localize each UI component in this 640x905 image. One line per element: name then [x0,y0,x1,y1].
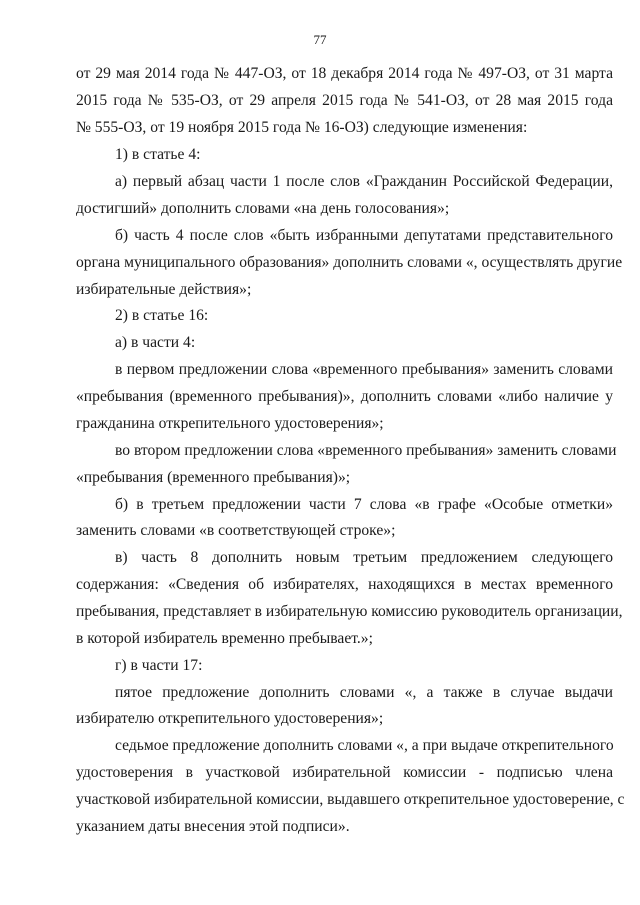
text-line: 1) в статье 4: [115,146,201,163]
text-line: 2015 года № 535-ОЗ, от 29 апреля 2015 года № 541-ОЗ, от 28 мая 2015 года [76,92,613,109]
text-line: участковой избирательной комиссии, выдавшего открепительное удостоверение, с [76,791,625,808]
text-line: избирательные действия»; [76,281,252,298]
text-line: во втором предложении слова «временного пребывания» заменить словами [115,442,617,459]
text-line: 2) в статье 16: [115,307,209,324]
text-line: «пребывания (временного пребывания)»; [76,469,351,486]
text-line: пребывания, представляет в избирательную комиссию руководитель организации, [76,603,623,620]
text-line: избирателю открепительного удостоверения»; [76,710,384,727]
text-line: б) часть 4 после слов «быть избранными депутатами представительного [115,227,613,244]
text-line: а) первый абзац части 1 после слов «Гражданин Российской Федерации, [115,173,613,190]
text-line: в первом предложении слова «временного пребывания» заменить словами [115,361,613,378]
text-line: № 555-ОЗ, от 19 ноября 2015 года № 16-ОЗ) следующие изменения: [76,119,528,136]
text-line: указанием даты внесения этой подписи». [76,818,350,835]
page-number: 77 [313,32,327,47]
text-line: в которой избиратель временно пребывает.»; [76,630,373,647]
text-line: гражданина открепительного удостоверения»; [76,415,384,432]
text-line: удостоверения в участковой избирательной комиссии - подписью члена [76,764,613,781]
text-line: органа муниципального образования» дополнить словами «, осуществлять другие [76,254,623,271]
text-line: б) в третьем предложении части 7 слова «в графе «Особые отметки» [115,496,613,513]
text-line: достигший» дополнить словами «на день голосования»; [76,200,450,217]
text-line: заменить словами «в соответствующей строке»; [76,522,396,539]
text-line: г) в части 17: [115,657,203,674]
text-line: а) в части 4: [115,334,196,351]
text-line: содержания: «Сведения об избирателях, находящихся в местах временного [76,576,613,593]
text-line: в) часть 8 дополнить новым третьим предложением следующего [115,549,613,566]
text-line: пятое предложение дополнить словами «, а также в случае выдачи [115,684,613,701]
text-line: от 29 мая 2014 года № 447-ОЗ, от 18 декабря 2014 года № 497-ОЗ, от 31 марта [76,65,613,82]
text-line: седьмое предложение дополнить словами «, а при выдаче открепительного [115,737,614,754]
text-line: «пребывания (временного пребывания)», дополнить словами «либо наличие у [76,388,613,405]
